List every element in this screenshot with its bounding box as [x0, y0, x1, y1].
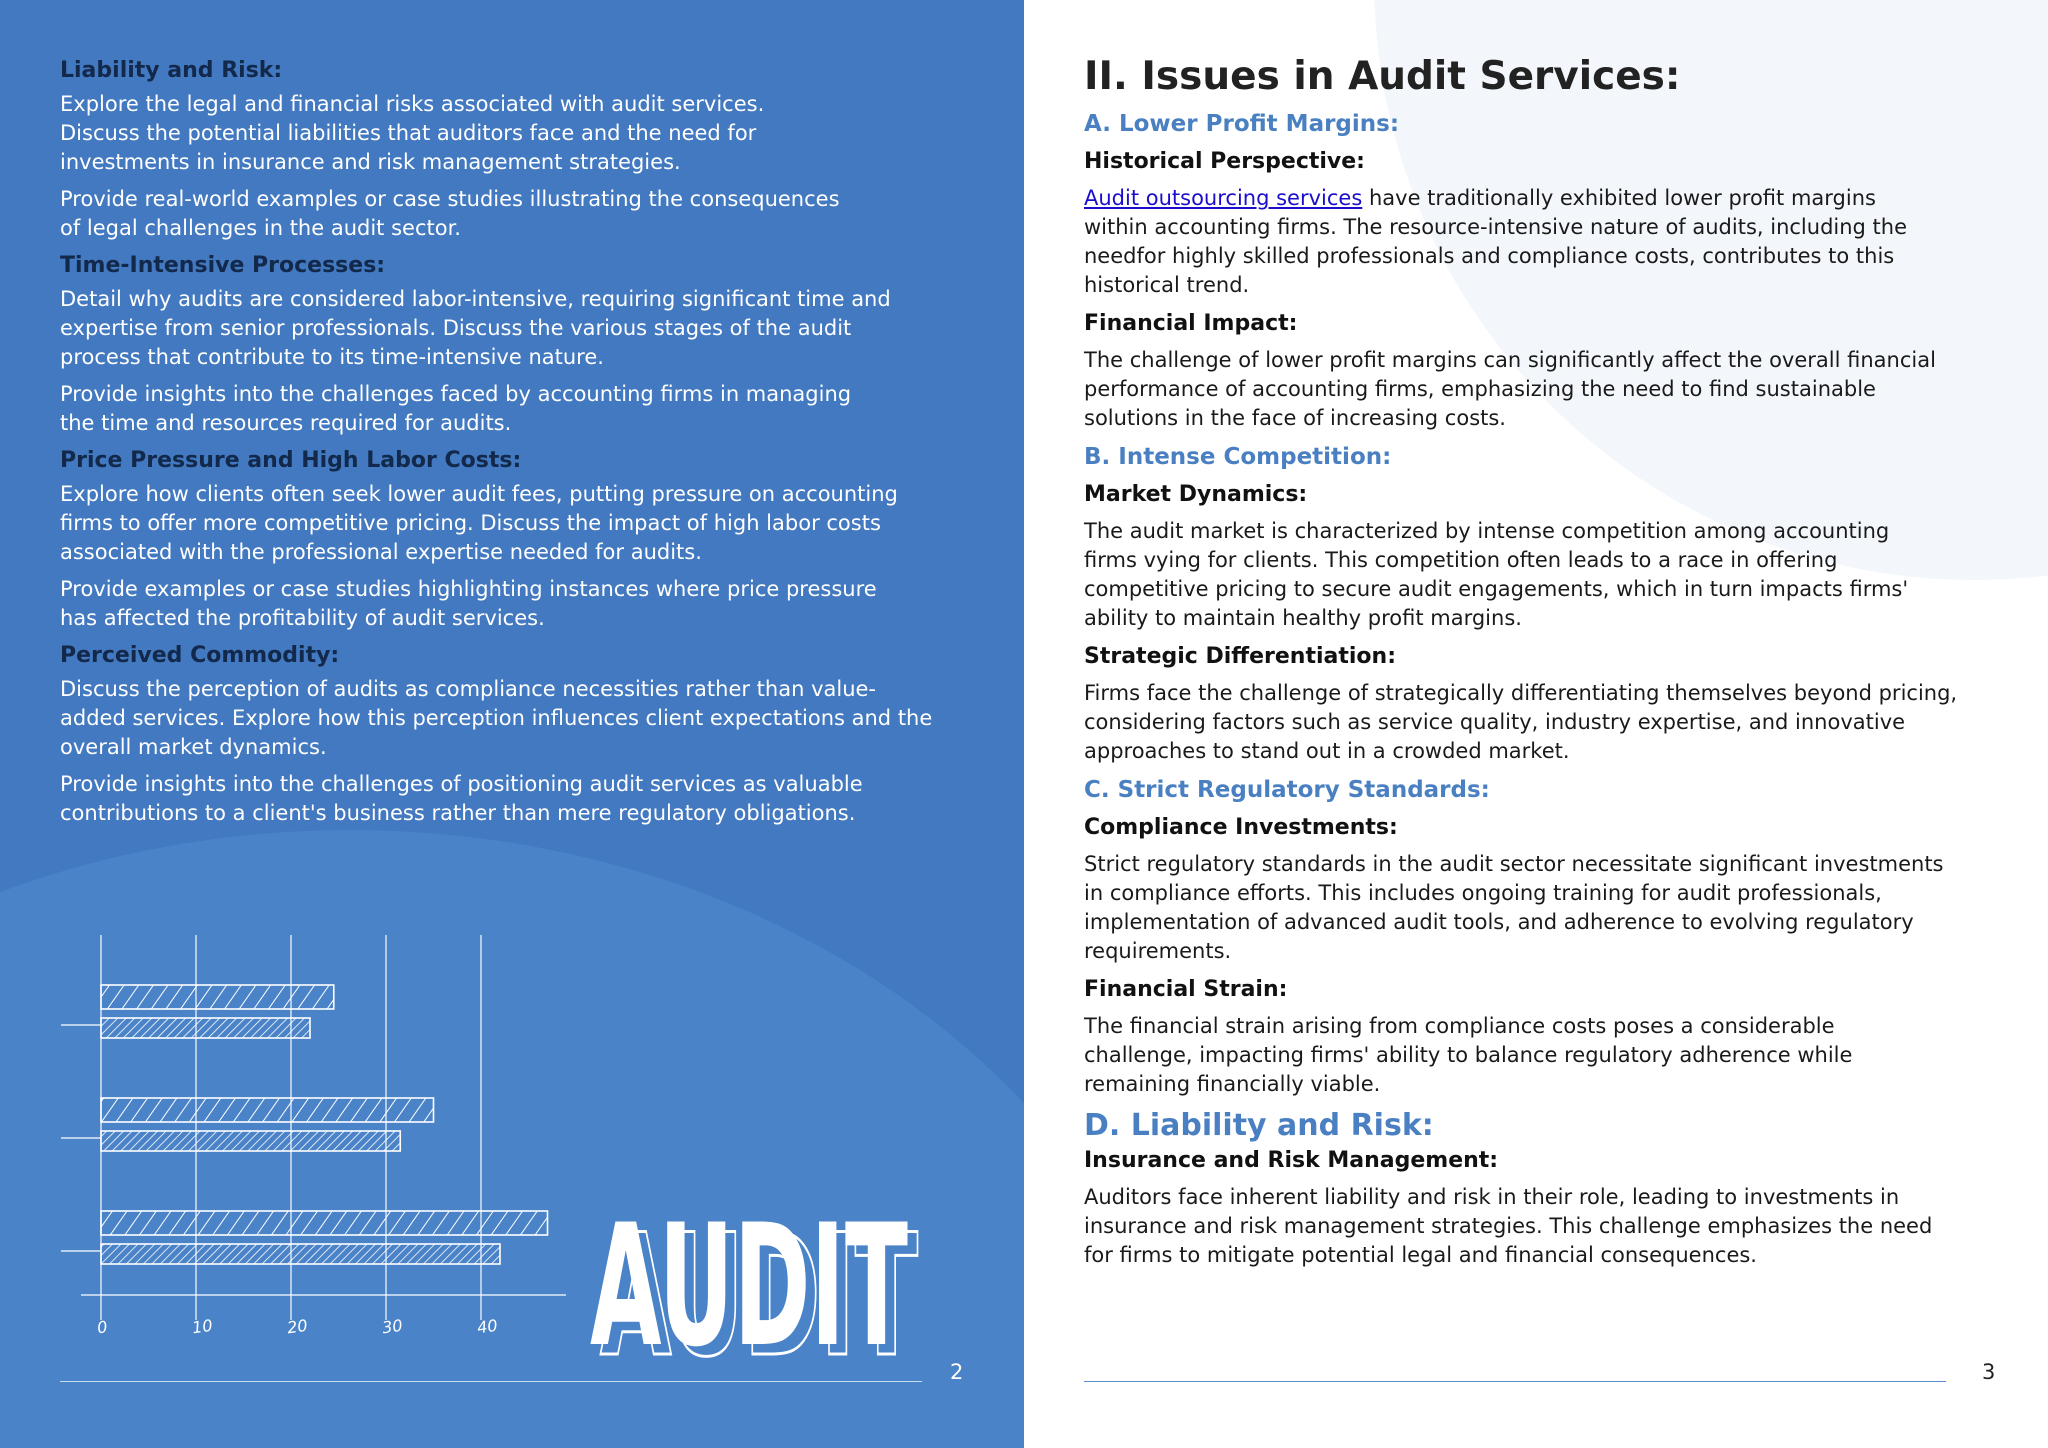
subheading-market-dynamics: Market Dynamics: [1084, 482, 1308, 507]
paragraph: Provide insights into the challenges of positioning audit services as valuable contributions to a client's business rather than mere regulatory obligations. [60, 772, 863, 825]
paragraph: Detail why audits are considered labor-intensive, requiring significant time and expertise from senior professionals. Discuss the various stages of the audit process that contribute to its time-intensive nature. [60, 287, 891, 369]
paragraph [1084, 184, 1944, 300]
subheading-strategic-diff: Strategic Differentiation: [1084, 644, 1396, 669]
heading-price-pressure: Price Pressure and High Labor Costs: [60, 448, 522, 473]
audit-word: AUDIT [590, 1188, 908, 1358]
paragraph: The audit market is characterized by intense competition among accounting firms vying for clients. This competition often leads to a race in offering competitive pricing to secure audit engagements, which in turn impacts firms' ability to maintain healthy profit margins. [1084, 519, 1909, 630]
chart-tick-label: 30 [380, 1315, 404, 1338]
chart-bar [101, 1131, 400, 1151]
subheading-compliance: Compliance Investments: [1084, 815, 1398, 840]
paragraph: Discuss the perception of audits as compliance necessities rather than value-added services. Explore how this perception influences client expectations and the overall market dynamics. [60, 677, 933, 759]
paragraph: Strict regulatory standards in the audit sector necessitate significant investments in compliance efforts. This includes ongoing training for audit professionals, implementation of advanced audit tools, and adherence to evolving regulatory requirements. [1084, 852, 1944, 963]
chart-bar [101, 1244, 500, 1264]
chart-bar [101, 1098, 434, 1122]
audit-outsourcing-link[interactable]: Audit outsourcing services [1084, 186, 1363, 210]
heading-liability-risk: Liability and Risk: [60, 58, 283, 83]
paragraph: Explore how clients often seek lower audit fees, putting pressure on accounting firms to offer more competitive pricing. Discuss the impact of high labor costs associated with the professional expertise needed for audits. [60, 482, 898, 564]
chart-tick-label: 20 [285, 1315, 309, 1338]
right-page [1024, 0, 2048, 1448]
paragraph: Provide real-world examples or case studies illustrating the consequences of legal challenges in the audit sector. [60, 187, 840, 240]
page-number: 3 [1982, 1360, 1996, 1384]
chart-bar [101, 1211, 548, 1235]
subheading-financial-impact: Financial Impact: [1084, 311, 1298, 336]
section-heading-liability: D. Liability and Risk: [1084, 1108, 1434, 1143]
subheading-historical: Historical Perspective: [1084, 149, 1365, 174]
paragraph: The challenge of lower profit margins can significantly affect the overall financial performance of accounting firms, emphasizing the need to find sustainable solutions in the face of increasing costs. [1084, 348, 1936, 430]
page-number: 2 [950, 1360, 964, 1384]
footer-rule [60, 1381, 922, 1382]
chart-tick-label: 10 [190, 1315, 214, 1338]
subheading-insurance: Insurance and Risk Management: [1084, 1148, 1499, 1173]
paragraph-text: have traditionally exhibited lower profit margins within accounting firms. The resource-intensive nature of audits, including the needfor highly skilled professionals and compliance costs, contributes to this historical trend. [1084, 186, 1908, 297]
heading-perceived-commodity: Perceived Commodity: [60, 643, 340, 668]
chart-tick-label: 0 [95, 1317, 109, 1338]
paragraph: Provide insights into the challenges faced by accounting firms in managing the time and resources required for audits. [60, 382, 852, 435]
paragraph: The financial strain arising from compliance costs poses a considerable challenge, impacting firms' ability to balance regulatory adherence while remaining financially viable. [1084, 1014, 1853, 1096]
paragraph: Auditors face inherent liability and risk in their role, leading to investments in insurance and risk management strategies. This challenge emphasizes the need for firms to mitigate potential legal and financial consequences. [1084, 1185, 1933, 1267]
right-text-column [1084, 52, 1984, 1278]
section-heading-competition: B. Intense Competition: [1084, 444, 1392, 470]
audit-wordmark [588, 1188, 928, 1358]
chart-bar [101, 985, 334, 1009]
subheading-financial-strain: Financial Strain: [1084, 977, 1288, 1002]
paragraph: Firms face the challenge of strategically differentiating themselves beyond pricing, considering factors such as service quality, industry expertise, and innovative approaches to stand out in a crowded market. [1084, 681, 1958, 763]
sketch-bar-chart [56, 935, 576, 1365]
left-text-column [60, 56, 940, 836]
chart-bar [101, 1018, 310, 1038]
section-heading-regulatory: C. Strict Regulatory Standards: [1084, 777, 1490, 803]
footer-rule [1084, 1381, 1946, 1382]
paragraph: Explore the legal and financial risks associated with audit services. Discuss the potential liabilities that auditors face and the need for investments in insurance and risk management strategies. [60, 92, 765, 174]
chart-tick-label: 40 [475, 1315, 499, 1338]
heading-time-intensive: Time-Intensive Processes: [60, 253, 386, 278]
paragraph: Provide examples or case studies highlighting instances where price pressure has affected the profitability of audit services. [60, 577, 877, 630]
page-title: II. Issues in Audit Services: [1084, 54, 1681, 99]
audit-word-shadow: AUDIT [600, 1198, 918, 1358]
section-heading-lower-profit: A. Lower Profit Margins: [1084, 111, 1400, 137]
